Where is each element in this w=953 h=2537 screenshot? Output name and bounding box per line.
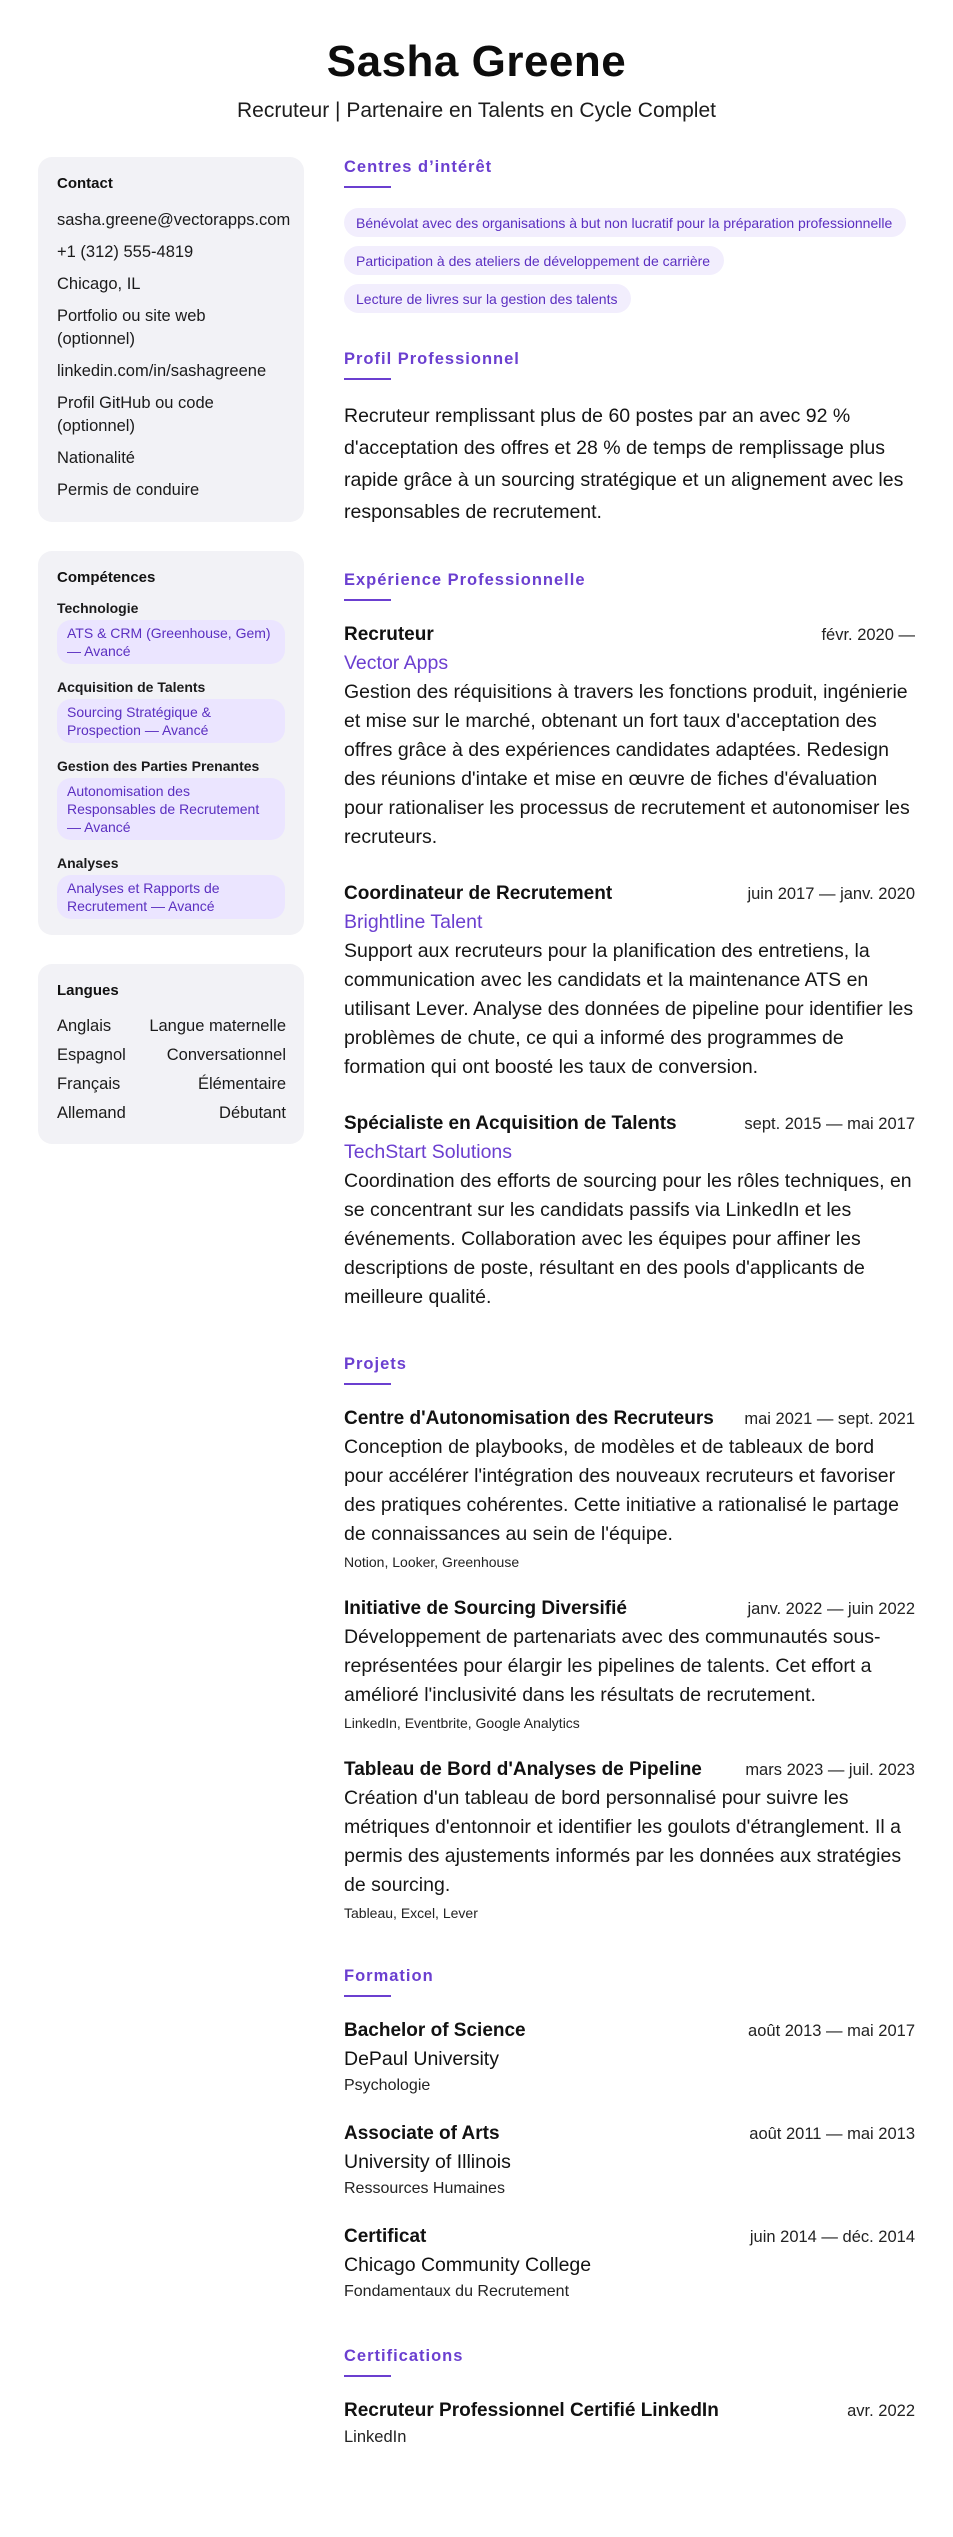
project-description: Création d'un tableau de bord personnalisé pour suivre les métriques d'entonnoir et identifier les goulots d'étranglement. Il a permis des ajustements informés par les données aux stratégies de sourcing. [344,1787,902,1896]
interest-badge: Participation à des ateliers de développement de carrière [344,246,724,275]
skill-badge: Autonomisation des Responsables de Recrutement — Avancé [57,778,285,840]
language-name: Allemand [57,1104,126,1122]
contact-phone: +1 (312) 555-4819 [57,243,194,261]
candidate-subtitle: Recruteur | Partenaire en Talents en Cycle Complet [237,99,716,122]
contact-card [38,157,304,522]
section-title: Profil Professionnel [344,350,520,368]
language-row [57,1016,286,1036]
main-content [344,157,915,2449]
candidate-name: Sasha Greene [326,37,627,86]
certifications-section [344,2346,915,2449]
skill-group [57,855,286,919]
company-name: Brightline Talent [344,911,483,933]
language-row [57,1045,286,1065]
project-entry [344,1405,915,1573]
project-dates: mars 2023 — juil. 2023 [745,1761,915,1779]
contact-nationality: Nationalité [57,449,135,467]
field-of-study: Psychologie [344,2077,431,2094]
certification-issuer: LinkedIn [344,2428,407,2446]
project-tools: Tableau, Excel, Lever [344,1905,478,1921]
job-title: Recruteur [344,624,434,645]
job-description: Support aux recruteurs pour la planification des entretiens, la communication avec les candidats et la maintenance ATS en utilisant Lever. Analyse des données de pipeline pour identifier les problèmes de chute, ce qui a informé des programmes de formation qui ont boosté les taux de conversion. [344,940,914,1078]
job-title: Spécialiste en Acquisition de Talents [344,1113,677,1134]
project-tools: Notion, Looker, Greenhouse [344,1554,520,1570]
project-dates: mai 2021 — sept. 2021 [744,1410,915,1428]
school-name: DePaul University [344,2048,499,2070]
skills-title: Compétences [57,569,156,586]
education-dates: août 2013 — mai 2017 [748,2022,915,2040]
skill-group [57,758,286,840]
language-level: Langue maternelle [149,1017,286,1035]
job-title: Coordinateur de Recrutement [344,883,613,904]
project-entry [344,1756,915,1924]
experience-entry [344,880,915,1082]
project-dates: janv. 2022 — juin 2022 [747,1600,915,1618]
experience-entry [344,621,915,852]
skill-badge: ATS & CRM (Greenhouse, Gem) — Avancé [57,620,285,664]
skill-category: Analyses [57,855,119,871]
languages-card [38,964,304,1144]
project-name: Tableau de Bord d'Analyses de Pipeline [344,1759,702,1780]
skill-group [57,600,286,664]
company-name: Vector Apps [344,652,449,674]
section-divider [344,378,391,380]
company-name: TechStart Solutions [344,1141,513,1163]
skill-category: Acquisition de Talents [57,679,206,695]
education-dates: août 2011 — mai 2013 [749,2125,915,2143]
skill-category: Technologie [57,600,139,616]
section-divider [344,2375,391,2377]
contact-github: Profil GitHub ou code (optionnel) [57,394,214,435]
experience-section [344,570,915,1312]
projects-section [344,1354,915,1924]
education-entry [344,2017,915,2098]
skill-group [57,679,286,743]
language-level: Débutant [219,1104,286,1122]
field-of-study: Ressources Humaines [344,2180,505,2197]
job-description: Coordination des efforts de sourcing pour les rôles techniques, en se concentrant sur les candidats passifs via LinkedIn et les événements. Collaboration avec les équipes pour affiner les descriptions de poste, résultant en des pools d'applicants de meilleure qualité. [344,1170,912,1308]
skill-badge: Sourcing Stratégique & Prospection — Avancé [57,699,285,743]
contact-email[interactable]: sasha.greene@vectorapps.com [57,211,291,229]
section-title: Formation [344,1967,434,1985]
certification-name: Recruteur Professionnel Certifié LinkedIn [344,2400,719,2421]
section-divider [344,599,391,601]
language-row [57,1074,286,1094]
degree-name: Certificat [344,2226,427,2247]
contact-license: Permis de conduire [57,481,200,499]
education-entry [344,2120,915,2201]
skill-badge: Analyses et Rapports de Recrutement — Avancé [57,875,285,919]
section-title: Projets [344,1355,407,1373]
language-level: Conversationnel [166,1046,286,1064]
section-title: Certifications [344,2347,464,2365]
section-divider [344,1995,391,1997]
contact-portfolio: Portfolio ou site web (optionnel) [57,307,206,348]
language-row [57,1103,286,1123]
experience-entry [344,1110,915,1312]
language-name: Anglais [57,1017,112,1035]
job-description: Gestion des réquisitions à travers les fonctions produit, ingénierie et mise sur le marché, obtenant un fort taux d'acceptation des offres grâce à des expériences candidates adaptées. Redesign des réunions d'intake et mise en œuvre de fiches d'évaluation pour rationaliser les processus de recrutement et autonomiser les recruteurs. [344,681,910,848]
interest-badge: Bénévolat avec des organisations à but non lucratif pour la préparation professionnelle [344,208,906,237]
section-title: Centres d’intérêt [344,158,493,176]
profile-summary: Recruteur remplissant plus de 60 postes par an avec 92 % d'acceptation des offres et 28 % de temps de remplissage plus rapide grâce à un sourcing stratégique et un alignement avec les responsables de recrutement. [344,405,904,523]
project-entry [344,1595,915,1734]
language-name: Français [57,1075,121,1093]
section-title: Expérience Professionnelle [344,571,586,589]
language-name: Espagnol [57,1046,126,1064]
section-divider [344,1383,391,1385]
skills-card [38,551,304,935]
project-description: Conception de playbooks, de modèles et de tableaux de bord pour accélérer l'intégration des nouveaux recruteurs et favoriser des pratiques cohérentes. Cette initiative a rationalisé le partage de connaissances au sein de l'équipe. [344,1436,899,1545]
job-dates: juin 2017 — janv. 2020 [747,885,915,903]
profile-section [344,349,915,528]
field-of-study: Fondamentaux du Recrutement [344,2283,570,2300]
interest-badge: Lecture de livres sur la gestion des talents [344,284,631,313]
project-tools: LinkedIn, Eventbrite, Google Analytics [344,1715,580,1731]
school-name: University of Illinois [344,2151,511,2173]
education-section [344,1966,915,2304]
school-name: Chicago Community College [344,2254,592,2276]
language-level: Élémentaire [197,1075,286,1093]
project-name: Initiative de Sourcing Diversifié [344,1598,627,1619]
job-dates: sept. 2015 — mai 2017 [744,1115,915,1133]
section-divider [344,186,391,188]
contact-linkedin[interactable]: linkedin.com/in/sashagreene [57,362,267,380]
certification-date: avr. 2022 [847,2402,915,2420]
certification-entry [344,2397,915,2449]
project-description: Développement de partenariats avec des communautés sous-représentées pour élargir les pipelines de talents. Cet effort a amélioré l'inclusivité dans les résultats de recrutement. [344,1626,881,1706]
degree-name: Bachelor of Science [344,2020,526,2041]
project-name: Centre d'Autonomisation des Recruteurs [344,1408,714,1429]
education-entry [344,2223,915,2304]
education-dates: juin 2014 — déc. 2014 [749,2228,915,2246]
interests-section [344,157,915,313]
sidebar [38,157,304,1173]
degree-name: Associate of Arts [344,2123,500,2144]
resume-header [0,36,953,124]
languages-title: Langues [57,982,119,999]
skill-category: Gestion des Parties Prenantes [57,758,260,774]
job-dates: févr. 2020 — [821,626,915,644]
contact-title: Contact [57,175,113,192]
contact-location: Chicago, IL [57,275,141,293]
